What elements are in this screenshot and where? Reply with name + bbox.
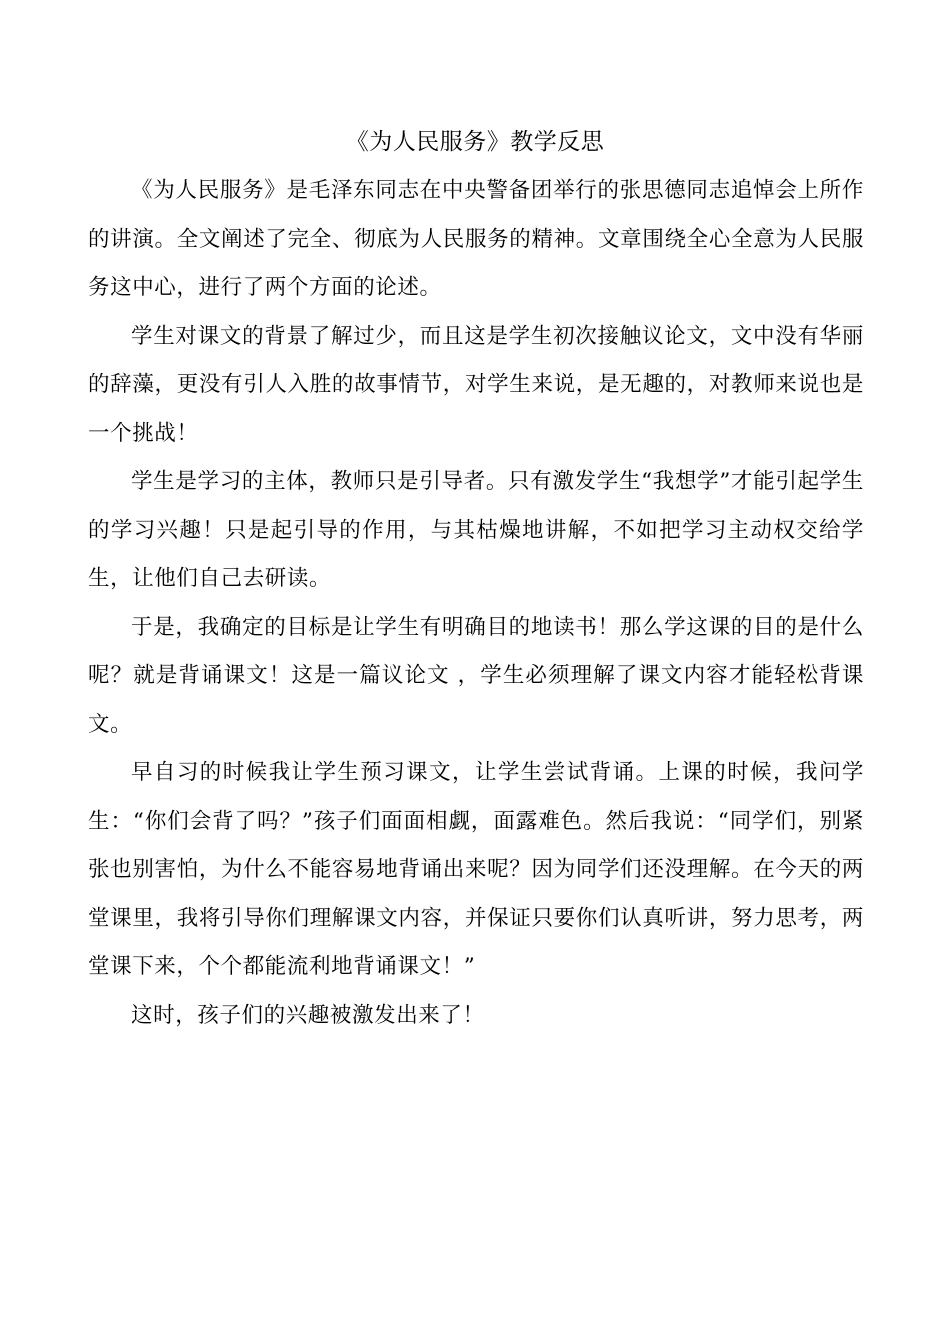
paragraph-4: 于是，我确定的目标是让学生有明确目的地读书！那么学这课的目的是什么呢？就是背诵课文！这是一篇议论文 ，学生必须理解了课文内容才能轻松背课文。: [88, 614, 864, 737]
paragraph-1: 《为人民服务》是毛泽东同志在中央警备团举行的张思德同志追悼会上所作的讲演。全文阐述了完全、彻底为人民服务的精神。文章围绕全心全意为人民服务这中心，进行了两个方面的论述。: [88, 178, 864, 300]
paragraph-6: 这时，孩子们的兴趣被激发出来了！: [131, 1002, 485, 1028]
paragraph-2: 学生对课文的背景了解过少，而且这是学生初次接触议论文，文中没有华丽的辞藻，更没有引人入胜的故事情节，对学生来说，是无趣的，对教师来说也是一个挑战！: [88, 323, 864, 446]
document-body: [88, 167, 864, 1040]
document-title: 《为人民服务》教学反思: [345, 129, 605, 155]
paragraph-3: 学生是学习的主体，教师只是引导者。只有激发学生“我想学”才能引起学生的学习兴趣！只是起引导的作用，与其枯燥地讲解，不如把学习主动权交给学生，让他们自己去研读。: [88, 469, 864, 591]
paragraph-5: 早自习的时候我让学生预习课文，让学生尝试背诵。上课的时候，我问学生：“你们会背了吗？”孩子们面面相觑，面露难色。然后我说：“同学们，别紧张也别害怕，为什么不能容易地背诵出来呢？因为同学们还没理解。在今天的两堂课里，我将引导你们理解课文内容，并保证只要你们认真听讲，努力思考，两堂课下来，个个都能流利地背诵课文！”: [88, 760, 864, 979]
